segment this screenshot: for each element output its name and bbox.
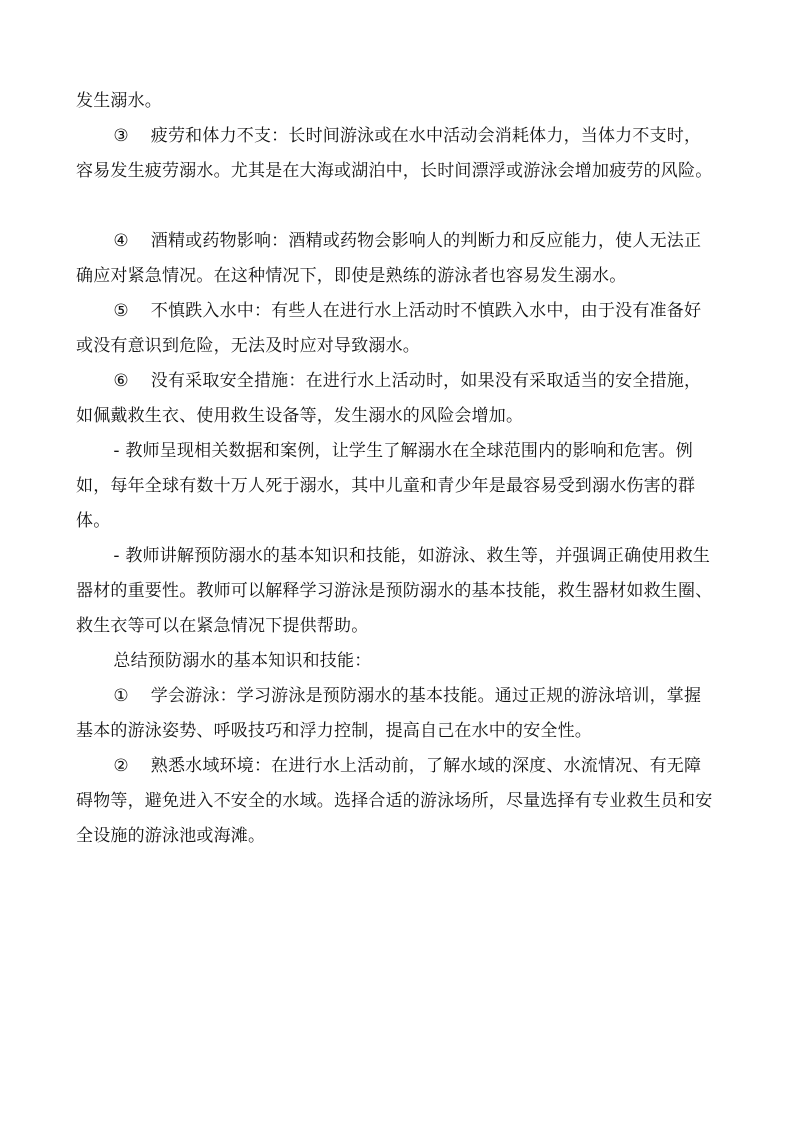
list-marker: ⑤: [113, 301, 129, 321]
list-marker: ②: [113, 756, 129, 776]
paragraph-text: - 教师呈现相关数据和案例，让学生了解溺水在全球范围内的影响和危害。例如，每年全球有数十万人死于溺水，其中儿童和青少年是最容易受到溺水伤害的群体。: [76, 441, 696, 531]
list-item-safety: [76, 364, 718, 434]
list-marker: ④: [113, 231, 129, 251]
paragraph-text: - 教师讲解预防溺水的基本知识和技能，如游泳、救生等，并强调正确使用救生器材的重要性。教师可以解释学习游泳是预防溺水的基本技能，救生器材如救生圈、救生衣等可以在紧急情况下提供帮助。: [76, 546, 713, 636]
list-item-swim: [76, 679, 718, 749]
paragraph-text: 疲劳和体力不支：长时间游泳或在水中活动会消耗体力，当体力不支时，容易发生疲劳溺水。尤其是在大海或湖泊中，长时间漂浮或游泳会增加疲劳的风险。: [76, 126, 713, 181]
paragraph-text: 总结预防溺水的基本知识和技能：: [113, 651, 372, 671]
list-item-fatigue: [76, 119, 718, 189]
paragraph-data-cases: [76, 434, 718, 539]
paragraph-text: 发生溺水。: [76, 91, 162, 111]
paragraph-text: 不慎跌入水中：有些人在进行水上活动时不慎跌入水中，由于没有准备好或没有意识到危险，无法及时应对导致溺水。: [76, 301, 702, 356]
paragraph-text: 熟悉水域环境：在进行水上活动前，了解水域的深度、水流情况、有无障碍物等，避免进入不安全的水域。选择合适的游泳场所，尽量选择有专业救生员和安全设施的游泳池或海滩。: [76, 756, 713, 846]
paragraph-text: 酒精或药物影响：酒精或药物会影响人的判断力和反应能力，使人无法正确应对紧急情况。在这种情况下，即使是熟练的游泳者也容易发生溺水。: [76, 231, 702, 286]
list-marker: ①: [113, 686, 129, 706]
paragraph-skills: [76, 539, 718, 644]
list-marker: ⑥: [113, 371, 129, 391]
paragraph-summary-heading: [76, 644, 718, 679]
paragraph-text: 没有采取安全措施：在进行水上活动时，如果没有采取适当的安全措施，如佩戴救生衣、使用救生设备等，发生溺水的风险会增加。: [76, 371, 702, 426]
list-item-alcohol: [76, 224, 718, 294]
blank-line: [76, 189, 718, 224]
list-marker: ③: [113, 126, 129, 146]
list-item-fall: [76, 294, 718, 364]
paragraph-continuation: [76, 84, 718, 119]
paragraph-text: 学会游泳：学习游泳是预防溺水的基本技能。通过正规的游泳培训，掌握基本的游泳姿势、呼吸技巧和浮力控制，提高自己在水中的安全性。: [76, 686, 702, 741]
list-item-environment: [76, 749, 718, 854]
